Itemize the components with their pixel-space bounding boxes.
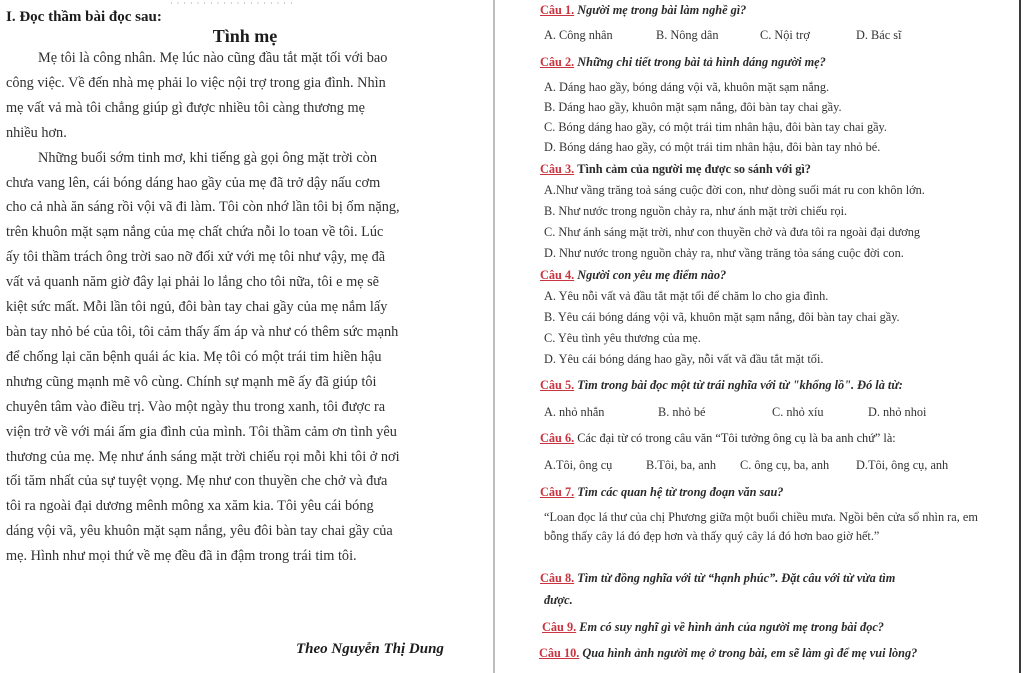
story-line: chuyên tâm vào điều trị. Vào một ngày thu trong xanh, tôi được ra bbox=[6, 398, 386, 415]
option: D. Yêu cái bóng dáng hao gầy, nỗi vất vã đầu tắt mặt tối. bbox=[544, 352, 824, 366]
option: A. Công nhân bbox=[544, 28, 613, 42]
question-text: Người mẹ trong bài làm nghề gì? bbox=[577, 3, 747, 17]
story-line: Mẹ tôi là công nhân. Mẹ lúc nào cũng đầu tắt mặt tối với bao bbox=[38, 50, 388, 66]
option: D. Như nước trong nguồn chảy ra, như vầng trăng tỏa sáng cuộc đời con. bbox=[544, 246, 904, 260]
question-9 bbox=[542, 620, 884, 635]
question-text: Tình cảm của người mẹ được so sánh với gì? bbox=[577, 162, 811, 176]
question-label: Câu 1. bbox=[540, 3, 575, 17]
story-line: dáng vội vã, yêu khuôn mặt sạm nắng, yêu đôi bàn tay chai gầy của bbox=[6, 523, 393, 540]
question-label: Câu 9. bbox=[542, 620, 577, 634]
option: A. Dáng hao gầy, bóng dáng vội vã, khuôn mặt sạm nắng. bbox=[544, 80, 830, 94]
question-7-passage: “Loan đọc lá thư của chị Phương giữa một buổi chiều mưa. Ngồi bên cửa sổ nhìn ra, em bỗng thấy cây lá đó đẹp hơn và thấy quý cây lá đó hơn bao giờ hết.” bbox=[544, 510, 978, 543]
question-label: Câu 2. bbox=[540, 55, 575, 69]
reading-column bbox=[0, 0, 490, 673]
option: C. nhỏ xíu bbox=[772, 405, 824, 419]
page-edge-line bbox=[1019, 0, 1021, 673]
question-4 bbox=[540, 268, 726, 283]
question-text: Các đại từ có trong câu văn “Tôi tưởng ông cụ là ba anh chứ” là: bbox=[577, 431, 896, 445]
story-title: Tình mẹ bbox=[212, 26, 278, 46]
question-label: Câu 3. bbox=[540, 162, 575, 176]
story-line: kiệt sức mất. Mỗi lần tôi ngủ, đôi bàn tay chai gầy của mẹ nắm lấy bbox=[6, 299, 388, 316]
question-text: Tìm từ đồng nghĩa với từ “hạnh phúc”. Đặt câu với từ vừa tìm bbox=[577, 571, 896, 585]
question-8-continued bbox=[544, 593, 573, 608]
story-line: vất vả quanh năm giờ đây lại phải lo lắng cho tôi nữa, tôi e mẹ sẽ bbox=[6, 274, 380, 291]
story-line: để chống lại căn bệnh quái ác kia. Mẹ tôi có một trái tim hiền hậu bbox=[6, 348, 382, 365]
question-text: Những chi tiết trong bài tả hình dáng người mẹ? bbox=[577, 55, 826, 69]
option: B. nhỏ bé bbox=[658, 405, 706, 419]
option: B. Như nước trong nguồn chảy ra, như ánh mặt trời chiếu rọi. bbox=[544, 204, 848, 218]
cut-off-header-text: · · · · · · · · · · · · · · · · · · · bbox=[170, 0, 294, 8]
option: C. Bóng dáng hao gầy, có một trái tim nhân hậu, đôi bàn tay chai gầy. bbox=[544, 120, 887, 134]
option: C. Nội trợ bbox=[760, 28, 810, 42]
story-source: Theo Nguyễn Thị Dung bbox=[296, 641, 444, 657]
question-6 bbox=[540, 431, 896, 446]
questions-column bbox=[497, 0, 1017, 673]
question-text: Qua hình ảnh người mẹ ở trong bài, em sẽ làm gì để mẹ vui lòng? bbox=[582, 646, 918, 660]
question-text: Người con yêu mẹ điểm nào? bbox=[577, 268, 727, 282]
question-8 bbox=[540, 571, 895, 586]
question-1 bbox=[540, 3, 746, 18]
question-text: Tìm trong bài đọc một từ trái nghĩa với từ "khổng lồ". Đó là từ: bbox=[577, 378, 903, 392]
story-line: tối tăm nhất của sự tuyệt vọng. Mẹ như con thuyền che chở và đưa bbox=[6, 473, 388, 490]
question-2 bbox=[540, 55, 826, 70]
question-5 bbox=[540, 378, 903, 393]
option: B. Dáng hao gầy, khuôn mặt sạm nắng, đôi bàn tay chai gầy. bbox=[544, 100, 842, 114]
story-line: cho cả nhà ăn sáng rồi vội vã đi làm. Tôi còn nhớ lần tôi bị ốm nặng, bbox=[6, 199, 400, 216]
story-line: nhưng cũng mạnh mẽ vô cùng. Chính sự mạnh mẽ ấy đã giúp tôi bbox=[6, 373, 377, 390]
story-line: mẹ vất vả mà tôi chẳng giúp gì được nhiều tôi càng thương mẹ bbox=[6, 99, 365, 116]
option: D. Bác sĩ bbox=[856, 28, 902, 42]
question-label: Câu 5. bbox=[540, 378, 575, 392]
option: B.Tôi, ba, anh bbox=[646, 458, 717, 472]
option: A. nhỏ nhắn bbox=[544, 405, 605, 419]
story-line: bàn tay nhỏ bé của tôi, tôi cảm thấy ấm áp và như có thêm sức mạnh bbox=[6, 323, 399, 340]
option: A. Yêu nỗi vất vả đầu tắt mặt tối để chăm lo cho gia đình. bbox=[544, 289, 829, 303]
story-line: ấy tôi thầm trách ông trời sao nỡ đối xử với mẹ tôi như vậy, mẹ đã bbox=[6, 249, 386, 266]
question-text: được. bbox=[544, 593, 573, 607]
option: B. Yêu cái bóng dáng vội vã, khuôn mặt sạm nắng, đôi bàn tay chai gầy. bbox=[544, 310, 900, 324]
option: C. Như ánh sáng mặt trời, như con thuyền chở và đưa tôi ra ngoài đại dương bbox=[544, 225, 921, 239]
question-7 bbox=[540, 485, 783, 500]
question-text: Tìm các quan hệ từ trong đoạn văn sau? bbox=[577, 485, 784, 499]
section-heading: I. Đọc thầm bài đọc sau: bbox=[6, 9, 162, 25]
story-line: nhiều hơn. bbox=[6, 124, 67, 141]
question-label: Câu 4. bbox=[540, 268, 575, 282]
question-text: Em có suy nghĩ gì về hình ảnh của người mẹ trong bài đọc? bbox=[579, 620, 884, 634]
question-label: Câu 8. bbox=[540, 571, 575, 585]
option: A.Tôi, ông cụ bbox=[544, 458, 613, 472]
story-line: chưa vang lên, cái bóng dáng hao gầy của mẹ đã trở dậy nấu cơm bbox=[6, 174, 381, 191]
option: B. Nông dân bbox=[656, 28, 719, 42]
story-line: mẹ. Hình như mọi thứ về mẹ đều đã in đậm trong trái tim tôi. bbox=[6, 548, 357, 565]
question-3 bbox=[540, 162, 811, 177]
story-line: thương của mẹ. Mẹ như ánh sáng mặt trời chiếu rọi mỗi khi tôi ở nơi bbox=[6, 448, 400, 465]
story-line: viện trở về với mái ấm gia đình của mình. Tôi thầm cảm ơn tình yêu bbox=[6, 423, 397, 440]
column-divider bbox=[493, 0, 495, 673]
story-text bbox=[6, 46, 446, 569]
option: D.Tôi, ông cụ, anh bbox=[856, 458, 949, 472]
question-label: Câu 7. bbox=[540, 485, 575, 499]
story-line: Những buổi sớm tinh mơ, khi tiếng gà gọi ông mặt trời còn bbox=[38, 149, 377, 166]
story-line: công việc. Về đến nhà mẹ phải lo việc nội trợ trong gia đình. Nhìn bbox=[6, 74, 386, 91]
story-line: tôi ra ngoài đại dương mênh mông xa xăm kia. Tôi yêu cái bóng bbox=[6, 498, 374, 515]
option: A.Như vầng trăng toả sáng cuộc đời con, như dòng suối mát ru con khôn lớn. bbox=[544, 183, 925, 197]
option: C. ông cụ, ba, anh bbox=[740, 458, 830, 472]
story-line: trên khuôn mặt sạm nắng của mẹ chất chứa nỗi lo toan về tôi. Lúc bbox=[6, 224, 384, 241]
question-10 bbox=[539, 646, 917, 661]
option: C. Yêu tình yêu thương của mẹ. bbox=[544, 331, 701, 345]
option: D. Bóng dáng hao gầy, có một trái tim nhân hậu, đôi bàn tay nhỏ bé. bbox=[544, 140, 881, 154]
option: D. nhỏ nhoi bbox=[868, 405, 927, 419]
question-label: Câu 10. bbox=[539, 646, 580, 660]
question-label: Câu 6. bbox=[540, 431, 575, 445]
